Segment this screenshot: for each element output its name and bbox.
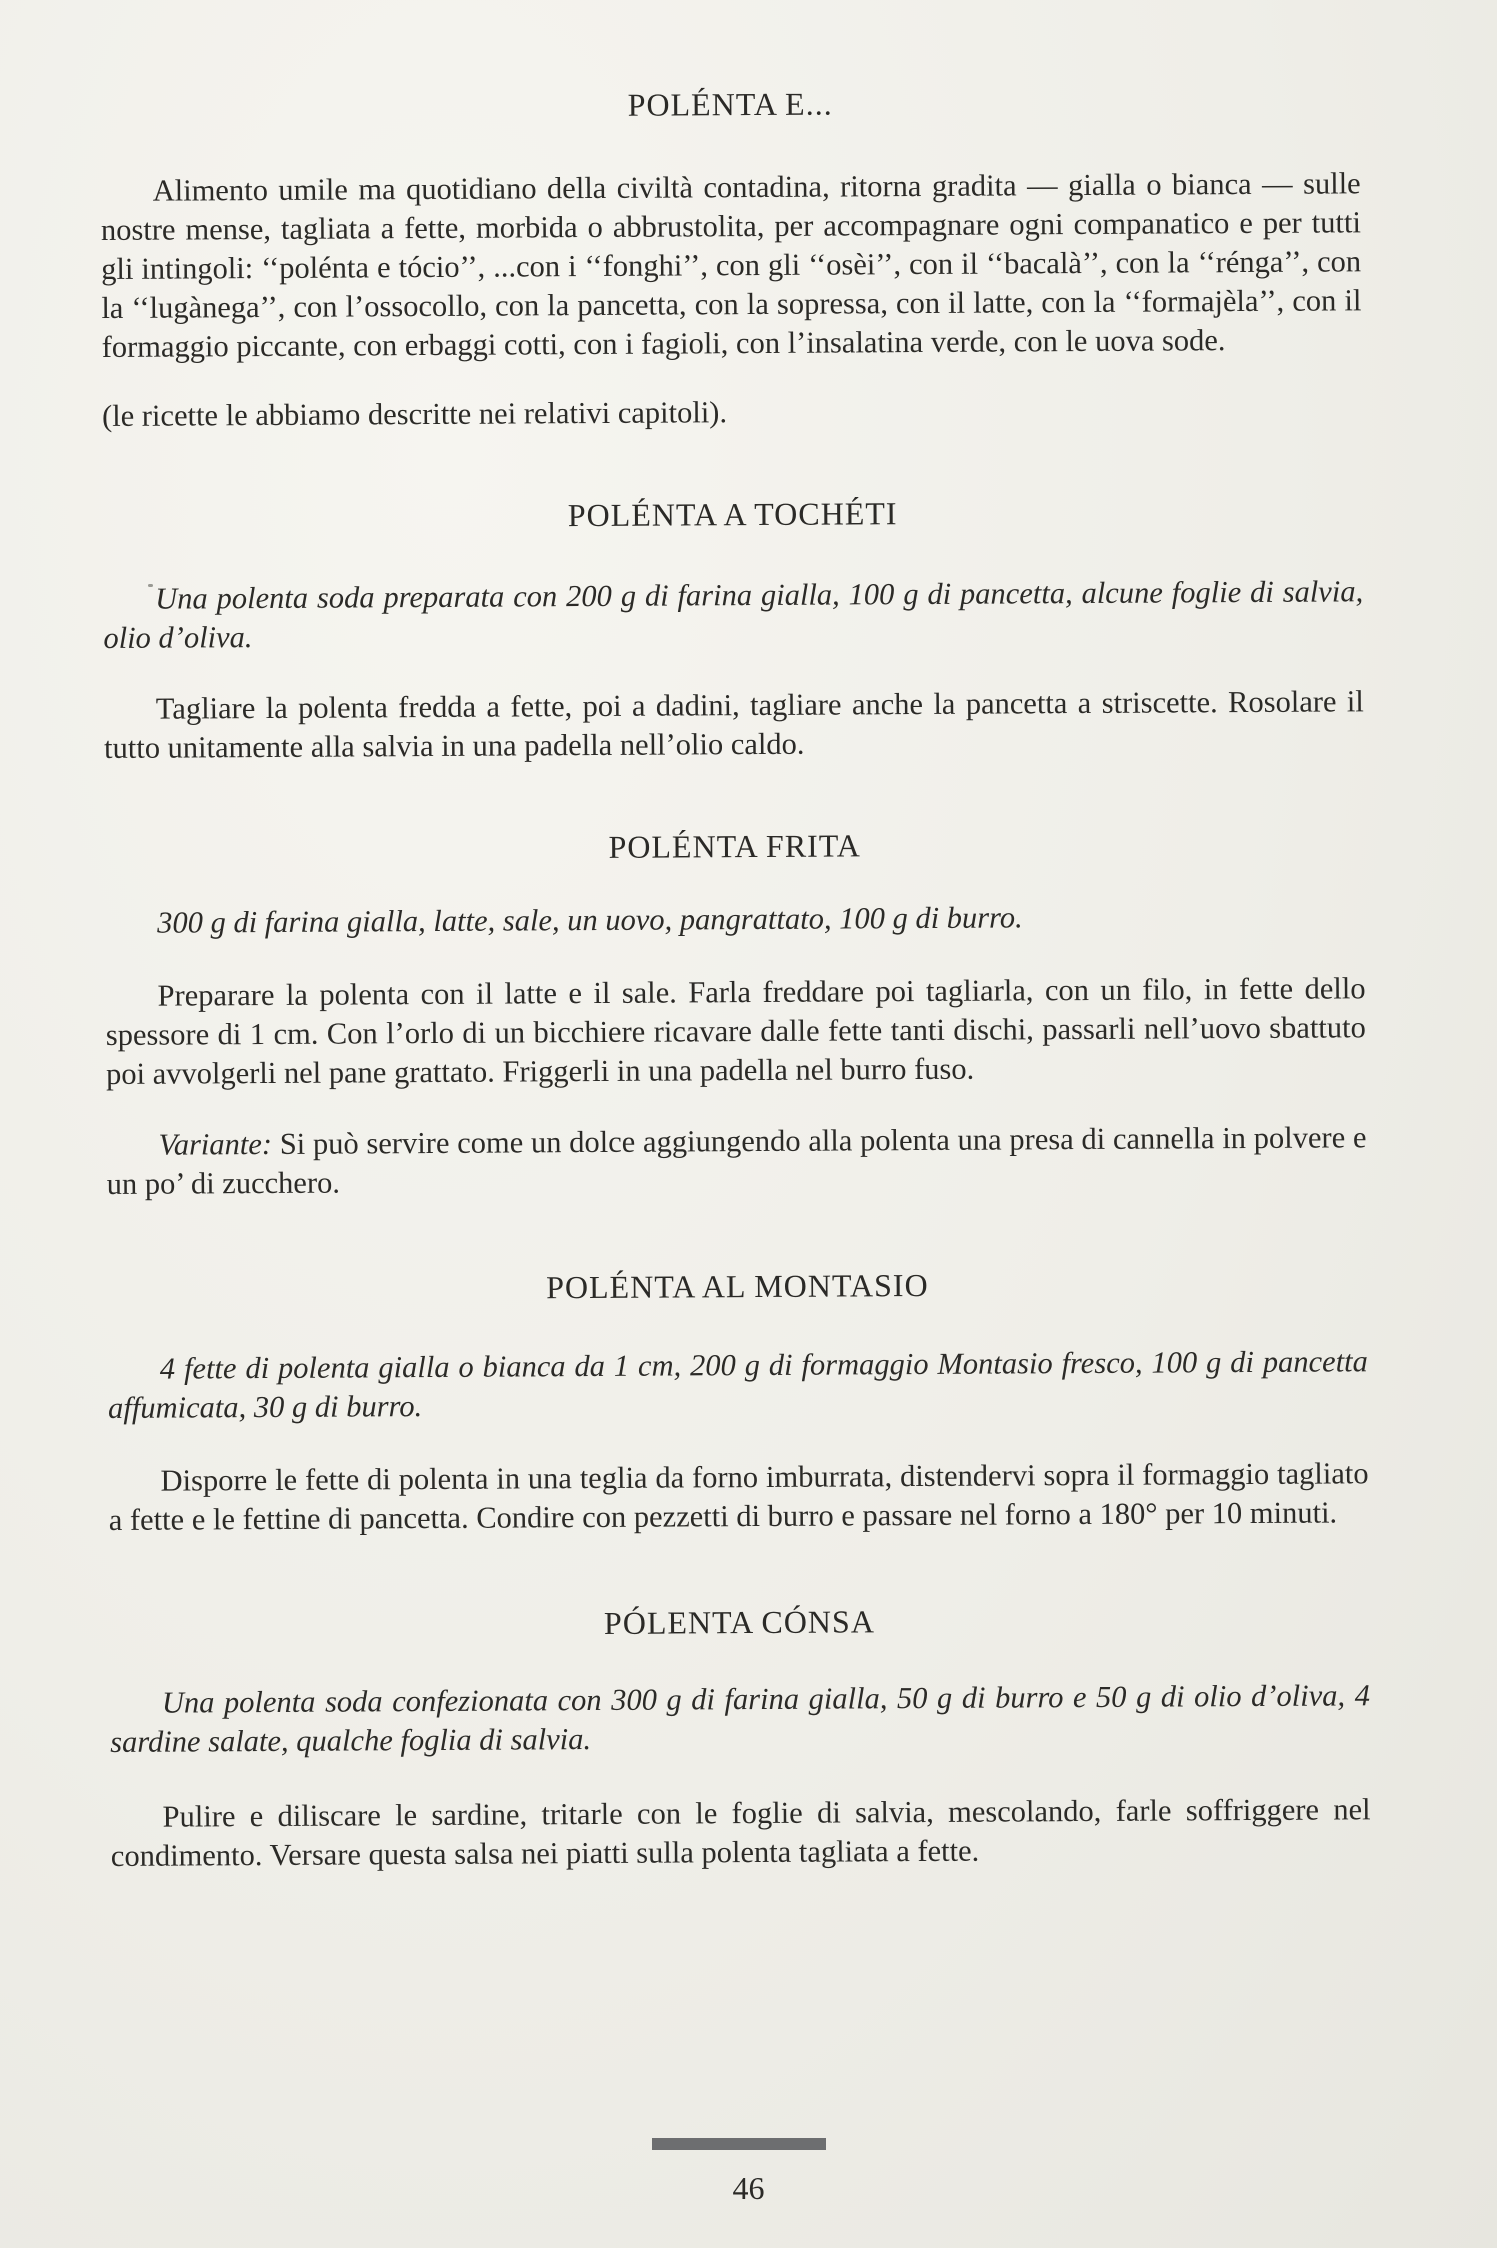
variant-text: Si può servire come un dolce aggiungendo alla polenta una presa di cannella in polvere e un po’ di zucchero. (106, 1120, 1367, 1201)
variant-label: Variante: (158, 1126, 273, 1162)
recipe-ingredients: 300 g di farina gialla, latte, sale, un uovo, pangrattato, 100 g di burro. (157, 900, 1023, 940)
section-title-polenta-consa: PÓLENTA CÓNSA (603, 1603, 875, 1641)
section-note: (le ricette le abbiamo descritte nei relativi capitoli). (101, 395, 728, 433)
section-intro: Alimento umile ma quotidiano della civiltà contadina, ritorna gradita — gialla o bianca — sulle nostre mense, tagliata a fette, morbida o abbrustolita, per accompagnare ogni companatico e per tutti gli intingoli: ‘‘poléntа e tócio’’, ...con i ‘‘fonghi’’, con gli ‘‘osèi’’, con il ‘‘bacalà’’, con la ‘‘rénga’’, con la ‘‘lugànega’’, con l’ossocollo, con la pancetta, con la sopressa, con il latte, con la ‘‘formajèla’’, con il formaggio piccante, con erbaggi cotti, con i fagioli, con l’insalatina verde, con le uova sode. (100, 166, 1362, 364)
recipe-method: Preparare la polenta con il latte e il sale. Farla freddare poi tagliarla, con un filo, in fette dello spessore di 1 cm. Con l’orlo di un bicchiere ricavare dalle fette tanti dischi, passarli nell’uovo sbattuto poi avvolgerli nel pane grattato. Friggerli in una padella nel burro fuso. (105, 971, 1366, 1091)
recipe-variant (106, 1118, 1366, 1204)
text-column (100, 72, 1371, 1876)
section-title-polenta-a-tocheti: POLÉNTA A TOCHÉTI (567, 495, 898, 534)
footer-rule (652, 2138, 826, 2150)
section-title-polenta-frita: POLÉNTA FRITA (608, 827, 861, 865)
recipe-method: Pulire e diliscare le sardine, tritarle con le foglie di salvia, mescolando, farle soffriggere nel condimento. Versare questa salsa nei piatti sulla polenta tagliata a fette. (110, 1792, 1371, 1873)
section-title-polenta-al-montasio: POLÉNTA AL MONTASIO (546, 1266, 929, 1306)
page-number: 46 (732, 2170, 765, 2206)
recipe-ingredients: Una polenta soda preparata con 200 g di farina gialla, 100 g di pancetta, alcune foglie di salvia, olio d’oliva. (103, 574, 1364, 655)
section-title-polenta-e: POLÉNTA E... (627, 85, 833, 123)
recipe-method: Disporre le fette di polenta in una teglia da forno imburrata, distendervi sopra il formaggio tagliato a fette e le fettine di pancetta. Condire con pezzetti di burro e passare nel forno a 180° per 10 minuti. (108, 1456, 1369, 1537)
recipe-method: Tagliare la polenta fredda a fette, poi a dadini, tagliare anche la pancetta a striscette. Rosolare il tutto unitamente alla salvia in una padella nell’olio caldo. (103, 684, 1364, 765)
recipe-ingredients: 4 fette di polenta gialla o bianca da 1 cm, 200 g di formaggio Montasio fresco, 100 g di pancetta affumicata, 30 g di burro. (108, 1344, 1368, 1425)
recipe-ingredients: Una polenta soda confezionata con 300 g di farina gialla, 50 g di burro e 50 g di olio d’oliva, 4 sardine salate, qualche foglia di salvia. (110, 1678, 1370, 1759)
